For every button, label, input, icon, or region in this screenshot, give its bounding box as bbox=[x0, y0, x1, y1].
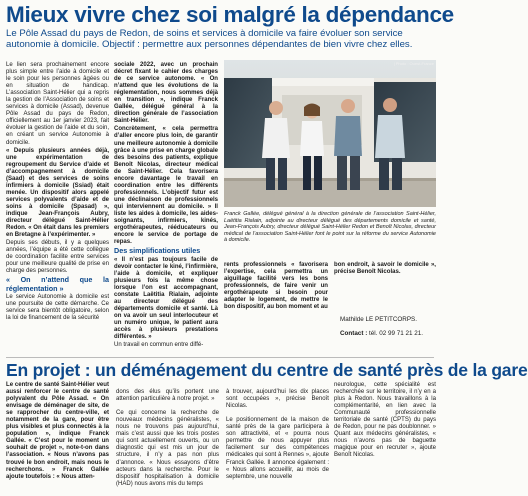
paragraph: Un travail en commun entre diffé- bbox=[114, 342, 204, 349]
article-column-3 bbox=[224, 262, 328, 354]
article-column-2 bbox=[114, 62, 218, 354]
paragraph: Concrètement, « cela permettra d’aller encore plus loin, de garantir une meilleure autonomie à domicile grâce à une prise en charge globale des besoins des patients, explique Benoît Nicolas, directeur médical de Saint-Hélier. Cela favorisera encore davantage le travail en coordination entre les différents professionnels. L’objectif futur est une déclinaison de professionnels qui interviennent au domicile. » Il liste les aides à domicile, les aides-soignants, infirmiers, kinés, ergothérapeutes, rééducateurs ou encore le service de portage de repas. bbox=[114, 126, 218, 246]
article-lead: Le Pôle Assad du pays de Redon, de soins et services à domicile va faire évoluer son service autonomie à domicile. Objectif : permettre aux personnes dépendantes de bien vivre chez elles. bbox=[6, 28, 413, 50]
paragraph: à trouver, aujourd’hui les dix places sont occupées », précise Benoît Nicolas. Le positionnement de la maison de santé près de la gare participera à son attractivité, et « pourra nous permettre de nous appuyer plus facilement sur des compétences médicales qui sont à Rennes », ajoute Franck Gallée. Il annonce également : « Nous allons accueillir, au mois de septembre, une nouvelle bbox=[226, 389, 329, 480]
paragraph: neurologue, cette spécialité est recherchée sur le territoire, il n’y en a plus à Redon. Nous travaillons à la complémentarité, en lien avec la Communauté professionnelle territoriale de santé (CPTS) du pays de Redon, pour ne pas doublonner. » Quant aux médecins généralistes, « nous n’avons pas de baguette magique pour en recruter », ajoute Benoît Nicolas. bbox=[334, 382, 436, 459]
article2-column-3 bbox=[226, 382, 329, 480]
paragraph: « Depuis plusieurs années déjà, une expérimentation de regroupement du Service d’aide et d’accompagnement à domicile (Saad) et des services de soins infirmiers à domicile (Ssiad) était menée. Un dispositif alors appelé services polyvalents d’aide et de soins à domicile (Spasad) », indique Jean-François Aubry, directeur délégué Saint-Hélier Redon. « On était dans les premiers en Bretagne à l’expérimenter. » bbox=[6, 147, 109, 239]
paragraph: sociale 2022, avec un prochain décret fixant le cahier des charges de ce service autonome. « On n’attend que les évolutions de la réglementation, nous sommes déjà en transition », indique Franck Gallée, délégué général à la direction générale de l’association Saint-Hélier. bbox=[114, 62, 218, 125]
article-column-1 bbox=[6, 62, 109, 354]
paragraph: « Il n’est pas toujours facile de devoir contacter le kiné, l’infirmière, l’aide à domicile, et expliquer plusieurs fois la même chose lorsque l’on est accompagnant, constate Laëtitia Rialain, adjointe au directeur délégué des départements domicile et santé. Là on va avoir un seul interlocuteur et un numéro unique, le patient aura accès à plusieurs prestations différentes. » bbox=[114, 256, 218, 341]
article2-column-4 bbox=[334, 382, 436, 459]
paragraph: Le centre de santé Saint-Hélier veut aussi renforcer le centre de santé polyvalent du Pôle Assad. « On envisage de déménager de site, de se rapprocher du centre-ville, et notamment de la gare, pour être plus visibles et plus connectés à la population », indique Franck Gallée. « C’est pour le moment un souhait de projet », note-t-on dans l’association. « Nous n’avons pas trouvé le bon endroit, mais nous le recherchons. » Franck Gallée ajoute toutefois : « Nous atten- bbox=[6, 382, 109, 480]
paragraph: Le service Autonomie à domicile est une poursuite de cette démarche. Ce service sera bientôt obligatoire, selon la loi de financement de la sécurité bbox=[6, 294, 109, 322]
paragraph: Le lien sera prochainement encore plus simple entre l’aide à domicile et le soin pour les personnes âgées ou en situation de handicap. L’association Saint-Hélier qui a repris la gestion de l’Association de soins et services à domicile (Assad), devenue Pôle Assad du pays de Redon, officiellement au 1er janvier 2023, fait évoluer la gestion de l’aide et du soin, en créant un service Autonomie à domicile. bbox=[6, 62, 109, 146]
subheading: Des simplifications utiles bbox=[114, 246, 201, 256]
photo-caption: Franck Gallée, délégué général à la direction générale de l’association Saint-Hélier, Laëtitia Rialain, adjointe au directeur délégué des départements domicile et santé, Jean-François Aubry, directeur délégué Saint-Hélier Redon et Benoît Nicolas, directeur médical de l’association Saint-Hélier font le point sur la réforme du service Autonomie à domicile. bbox=[224, 211, 436, 243]
author-signature: Mathilde LE PETITCORPS. bbox=[340, 316, 417, 323]
article-photo bbox=[224, 60, 436, 207]
article-column-4 bbox=[334, 262, 436, 312]
section-divider bbox=[6, 357, 434, 358]
paragraph: Depuis ses débuts, il y a quelques années, l’équipe a été cette collègue de coordination facilite entre services pour une meilleure qualité de prise en charge des personnes. bbox=[6, 240, 109, 275]
article2-column-1 bbox=[6, 382, 109, 480]
photo-credit: | Photo : Ouest-France bbox=[393, 61, 434, 66]
article-headline-2: En projet : un déménagement du centre de santé près de la gare bbox=[6, 360, 528, 380]
contact-phone: tél. 02 99 71 21 21. bbox=[369, 330, 423, 337]
contact-line bbox=[340, 330, 423, 337]
subheading: « On n’attend que la réglementation » bbox=[6, 275, 109, 293]
group-photo-illustration bbox=[224, 60, 436, 207]
article2-column-2 bbox=[116, 382, 219, 487]
article-headline: Mieux vivre chez soi malgré la dépendance bbox=[6, 2, 454, 27]
contact-label: Contact : bbox=[340, 330, 368, 337]
paragraph: dons des élus qu’ils portent une attention particulière à notre projet. » Ce qui concerne la recherche de nouveaux médecins généralistes, « nous ne trouvons pas aujourd’hui, mais c’est aussi que les trois postes qui sont actuellement ouverts, ou un diagnostic qui est mis un jour de structure, il n’y a pas non plus d’annonce. « Nous essayons d’être acteurs dans la recherche. Pour le dispositif hospitalisation à domicile (HAD) nous avons mis du temps bbox=[116, 389, 219, 487]
paragraph: rents professionnels « favorisera l’expertise, cela permettra un aiguillage facilité vers les bons professionnels, de faire venir un ergothérapeute si besoin pour adapter le logement, de mettre le bon dispositif, au bon moment et au bbox=[224, 262, 328, 311]
paragraph: bon endroit, à savoir le domicile », précise Benoît Nicolas. bbox=[334, 262, 436, 276]
